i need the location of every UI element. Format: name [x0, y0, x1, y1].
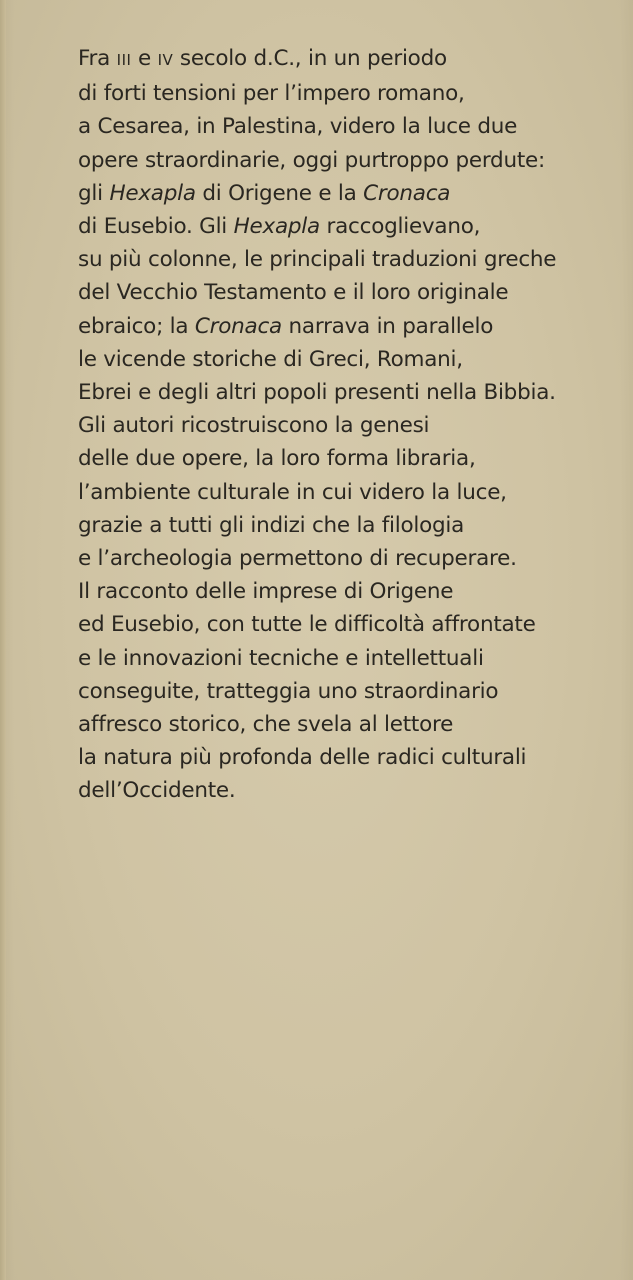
blurb-line: [78, 476, 608, 509]
blurb-text: la natura più profonda delle radici culturali: [78, 745, 527, 771]
italic-title: Hexapla: [233, 214, 320, 240]
blurb-text: secolo d.C., in un periodo: [173, 46, 447, 71]
italic-title: Cronaca: [363, 180, 451, 206]
blurb-line: [78, 210, 608, 243]
roman-numeral: III: [116, 51, 132, 69]
blurb-text: l’ambiente culturale in cui videro la luce,: [78, 479, 507, 505]
blurb-line: [78, 110, 608, 143]
roman-numeral: IV: [157, 51, 174, 69]
blurb-line: [78, 741, 608, 774]
blurb-line: [78, 177, 608, 210]
blurb-text: raccoglievano,: [319, 214, 481, 240]
blurb-line: [78, 642, 608, 675]
back-cover-blurb: [78, 42, 608, 808]
blurb-text: a Cesarea, in Palestina, videro la luce due: [78, 114, 518, 140]
blurb-line: [78, 42, 608, 77]
italic-title: Cronaca: [194, 313, 282, 339]
blurb-line: [78, 442, 608, 475]
blurb-line: [78, 310, 608, 343]
blurb-text: di Origene e la: [195, 180, 364, 206]
blurb-text: dell’Occidente.: [78, 778, 236, 804]
blurb-line: [78, 144, 608, 177]
blurb-text: di forti tensioni per l’impero romano,: [78, 81, 465, 107]
blurb-text: gli: [78, 180, 110, 206]
blurb-line: [78, 708, 608, 741]
blurb-text: del Vecchio Testamento e il loro originale: [78, 280, 509, 306]
blurb-text: ebraico; la: [78, 313, 195, 339]
blurb-text: su più colonne, le principali traduzioni greche: [78, 247, 557, 273]
blurb-line: [78, 77, 608, 110]
blurb-text: Gli autori ricostruiscono la genesi: [78, 413, 430, 439]
blurb-line: [78, 376, 608, 409]
blurb-line: [78, 509, 608, 542]
blurb-text: conseguite, tratteggia uno straordinario: [78, 678, 499, 704]
blurb-text: grazie a tutti gli indizi che la filologia: [78, 512, 465, 538]
blurb-line: [78, 276, 608, 309]
blurb-text: le vicende storiche di Greci, Romani,: [78, 346, 463, 372]
blurb-text: narrava in parallelo: [281, 313, 494, 339]
blurb-text: e l’archeologia permettono di recuperare.: [78, 546, 517, 572]
blurb-text: Fra: [78, 46, 117, 71]
blurb-line: [78, 542, 608, 575]
blurb-line: [78, 575, 608, 608]
blurb-line: [78, 774, 608, 807]
italic-title: Hexapla: [109, 180, 196, 206]
blurb-text: di Eusebio. Gli: [78, 214, 234, 240]
blurb-line: [78, 608, 608, 641]
blurb-text: affresco storico, che svela al lettore: [78, 712, 454, 738]
blurb-text: opere straordinarie, oggi purtroppo perdute:: [78, 147, 545, 173]
blurb-text: ed Eusebio, con tutte le difficoltà affrontate: [78, 612, 536, 638]
blurb-text: e le innovazioni tecniche e intellettuali: [78, 645, 484, 671]
cover-edge: [0, 0, 6, 1280]
blurb-text: e: [131, 46, 158, 71]
blurb-text: Ebrei e degli altri popoli presenti nella Bibbia.: [78, 380, 556, 406]
blurb-text: delle due opere, la loro forma libraria,: [78, 446, 476, 472]
blurb-line: [78, 343, 608, 376]
blurb-line: [78, 675, 608, 708]
blurb-line: [78, 409, 608, 442]
blurb-text: Il racconto delle imprese di Origene: [78, 579, 454, 605]
blurb-line: [78, 243, 608, 276]
